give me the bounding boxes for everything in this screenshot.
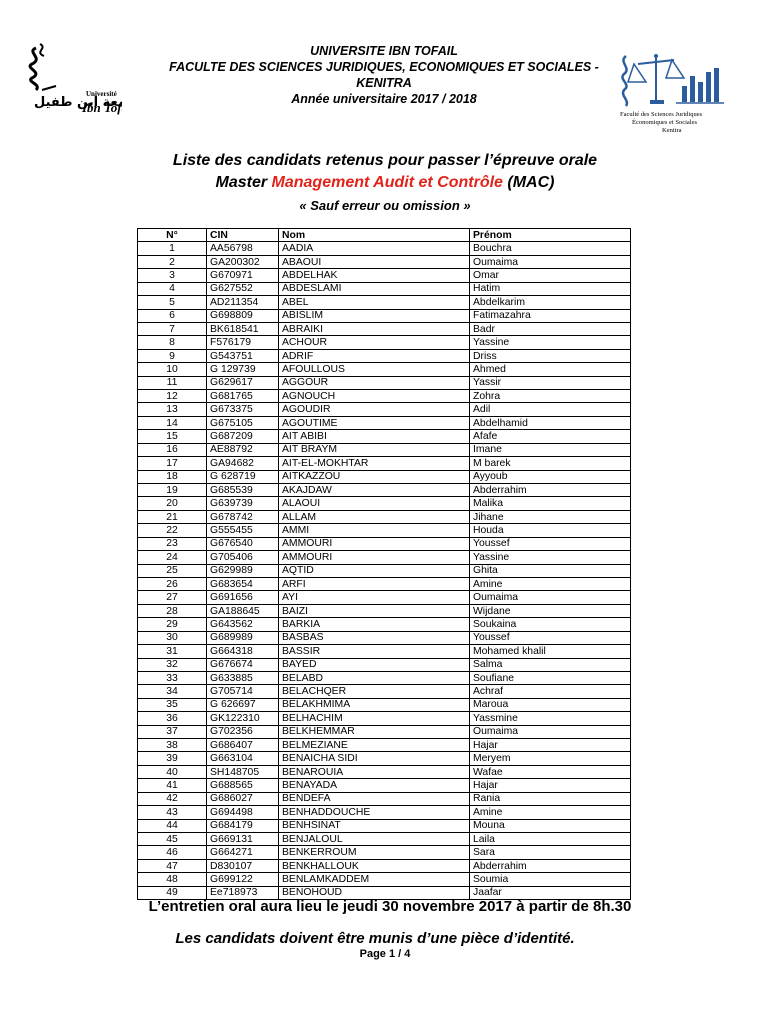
logo-arabic-text: عة ابن طفيل [34, 95, 118, 110]
cell-cin: G675105 [207, 416, 279, 429]
cell-cin: AA56798 [207, 242, 279, 255]
table-row [138, 671, 631, 684]
cell-number: 1 [138, 242, 207, 255]
cell-prenom: Ahmed [470, 363, 631, 376]
cell-prenom: Badr [470, 322, 631, 335]
table-row [138, 859, 631, 872]
faculty-name: FACULTE DES SCIENCES JURIDIQUES, ECONOMIQUES ET SOCIALES - KENITRA [169, 60, 599, 90]
svg-text:Ibn Tofail: Ibn Tof [82, 100, 122, 115]
cell-number: 26 [138, 577, 207, 590]
table-row [138, 577, 631, 590]
cell-number: 35 [138, 698, 207, 711]
cell-cin: G664318 [207, 645, 279, 658]
table-row [138, 269, 631, 282]
academic-year: Année universitaire 2017 / 2018 [291, 92, 477, 106]
cell-prenom: Soumia [470, 873, 631, 886]
faculty-logo [616, 46, 748, 136]
cell-nom: ABISLIM [279, 309, 470, 322]
cell-number: 44 [138, 819, 207, 832]
table-row [138, 416, 631, 429]
cell-prenom: Yassir [470, 376, 631, 389]
cell-number: 33 [138, 671, 207, 684]
cell-number: 31 [138, 645, 207, 658]
interview-date-note: L’entretien oral aura lieu le jeudi 30 novembre 2017 à partir de 8h.30 [148, 898, 632, 915]
table-row [138, 645, 631, 658]
cell-prenom: Achraf [470, 685, 631, 698]
cell-nom: BENAROUIA [279, 765, 470, 778]
cell-cin: AD211354 [207, 296, 279, 309]
cell-number: 28 [138, 604, 207, 617]
cell-number: 30 [138, 631, 207, 644]
cell-prenom: Bouchra [470, 242, 631, 255]
cell-nom: BENKHALLOUK [279, 859, 470, 872]
cell-prenom: Zohra [470, 390, 631, 403]
table-row [138, 390, 631, 403]
table-row [138, 376, 631, 389]
cell-prenom: Houda [470, 524, 631, 537]
cell-number: 4 [138, 282, 207, 295]
table-row [138, 765, 631, 778]
cell-nom: BENKERROUM [279, 846, 470, 859]
cell-nom: BENDEFA [279, 792, 470, 805]
cell-prenom: Maroua [470, 698, 631, 711]
cell-number: 11 [138, 376, 207, 389]
table-row [138, 604, 631, 617]
table-row [138, 497, 631, 510]
cell-prenom: Jihane [470, 510, 631, 523]
cell-cin: G629617 [207, 376, 279, 389]
cell-prenom: Sara [470, 846, 631, 859]
cell-prenom: Amine [470, 806, 631, 819]
cell-cin: G676540 [207, 537, 279, 550]
table-row [138, 685, 631, 698]
cell-number: 9 [138, 349, 207, 362]
column-header-number: N° [138, 229, 207, 242]
candidates-table [137, 228, 631, 900]
cell-prenom: Fatimazahra [470, 309, 631, 322]
cell-prenom: Mouna [470, 819, 631, 832]
cell-nom: BELABD [279, 671, 470, 684]
cell-number: 34 [138, 685, 207, 698]
cell-number: 25 [138, 564, 207, 577]
cell-cin: G684179 [207, 819, 279, 832]
table-row [138, 591, 631, 604]
cell-cin: G629989 [207, 564, 279, 577]
cell-prenom: Malika [470, 497, 631, 510]
cell-cin: G681765 [207, 390, 279, 403]
table-row [138, 363, 631, 376]
cell-nom: AGGOUR [279, 376, 470, 389]
cell-number: 7 [138, 322, 207, 335]
table-row [138, 430, 631, 443]
cell-nom: BELKHEMMAR [279, 725, 470, 738]
cell-nom: BELAKHMIMA [279, 698, 470, 711]
cell-prenom: Yassmine [470, 712, 631, 725]
cell-prenom: Ayyoub [470, 470, 631, 483]
cell-prenom: Abdelkarim [470, 296, 631, 309]
table-row [138, 282, 631, 295]
cell-cin: G686407 [207, 739, 279, 752]
cell-nom: AKAJDAW [279, 484, 470, 497]
cell-nom: AGOUDIR [279, 403, 470, 416]
cell-cin: GA188645 [207, 604, 279, 617]
cell-cin: G669131 [207, 832, 279, 845]
cell-cin: G664271 [207, 846, 279, 859]
cell-number: 49 [138, 886, 207, 899]
cell-nom: ACHOUR [279, 336, 470, 349]
cell-cin: G639739 [207, 497, 279, 510]
cell-number: 32 [138, 658, 207, 671]
cell-nom: AITKAZZOU [279, 470, 470, 483]
cell-cin: F576179 [207, 336, 279, 349]
cell-prenom: Hajar [470, 779, 631, 792]
cell-cin: G699122 [207, 873, 279, 886]
cell-number: 40 [138, 765, 207, 778]
cell-nom: AIT-EL-MOKHTAR [279, 457, 470, 470]
table-row [138, 618, 631, 631]
table-row [138, 255, 631, 268]
cell-prenom: Laila [470, 832, 631, 845]
cell-number: 16 [138, 443, 207, 456]
cell-prenom: Youssef [470, 537, 631, 550]
cell-nom: BELMEZIANE [279, 739, 470, 752]
cell-cin: G678742 [207, 510, 279, 523]
cell-nom: AFOULLOUS [279, 363, 470, 376]
cell-prenom: Soufiane [470, 671, 631, 684]
svg-text:Économiques et Sociales: Économiques et Sociales [632, 119, 697, 126]
cell-nom: BENHSINAT [279, 819, 470, 832]
column-header-cin: CIN [207, 229, 279, 242]
cell-prenom: Oumaima [470, 255, 631, 268]
table-row [138, 524, 631, 537]
cell-prenom: Abdelhamid [470, 416, 631, 429]
svg-text:Kenitra: Kenitra [662, 127, 682, 134]
cell-cin: G 628719 [207, 470, 279, 483]
cell-cin: D830107 [207, 859, 279, 872]
table-row [138, 322, 631, 335]
master-title: Master Management Audit et Contrôle (MAC) [215, 174, 555, 191]
cell-cin: G689989 [207, 631, 279, 644]
table-row [138, 551, 631, 564]
table-row [138, 806, 631, 819]
cell-prenom: Salma [470, 658, 631, 671]
table-row [138, 242, 631, 255]
cell-cin: G698809 [207, 309, 279, 322]
cell-nom: AYI [279, 591, 470, 604]
cell-cin: G686027 [207, 792, 279, 805]
table-row [138, 564, 631, 577]
cell-number: 27 [138, 591, 207, 604]
column-header-nom: Nom [279, 229, 470, 242]
cell-number: 14 [138, 416, 207, 429]
table-row [138, 537, 631, 550]
cell-cin: G683654 [207, 577, 279, 590]
cell-number: 21 [138, 510, 207, 523]
cell-number: 48 [138, 873, 207, 886]
cell-nom: BENOHOUD [279, 886, 470, 899]
cell-prenom: Hajar [470, 739, 631, 752]
cell-number: 37 [138, 725, 207, 738]
cell-cin: G633885 [207, 671, 279, 684]
cell-number: 19 [138, 484, 207, 497]
cell-cin: GA94682 [207, 457, 279, 470]
cell-cin: G643562 [207, 618, 279, 631]
cell-number: 18 [138, 470, 207, 483]
cell-cin: G694498 [207, 806, 279, 819]
cell-cin: AE88792 [207, 443, 279, 456]
cell-number: 22 [138, 524, 207, 537]
column-header-prenom: Prénom [470, 229, 631, 242]
cell-prenom: Wijdane [470, 604, 631, 617]
cell-prenom: Oumaima [470, 591, 631, 604]
table-row [138, 832, 631, 845]
cell-nom: ABDESLAMI [279, 282, 470, 295]
svg-text:Université: Université [86, 90, 117, 98]
table-row [138, 739, 631, 752]
table-row [138, 470, 631, 483]
cell-nom: ALAOUI [279, 497, 470, 510]
cell-nom: BELHACHIM [279, 712, 470, 725]
cell-nom: ADRIF [279, 349, 470, 362]
cell-cin: G670971 [207, 269, 279, 282]
cell-number: 46 [138, 846, 207, 859]
cell-number: 8 [138, 336, 207, 349]
cell-number: 41 [138, 779, 207, 792]
table-row [138, 873, 631, 886]
cell-prenom: Afafe [470, 430, 631, 443]
cell-cin: G 626697 [207, 698, 279, 711]
cell-cin: GK122310 [207, 712, 279, 725]
cell-nom: BENLAMKADDEM [279, 873, 470, 886]
table-row [138, 725, 631, 738]
cell-nom: ABDELHAK [279, 269, 470, 282]
cell-prenom: Abderrahim [470, 859, 631, 872]
cell-prenom: Jaafar [470, 886, 631, 899]
cell-cin: G687209 [207, 430, 279, 443]
cell-cin: G691656 [207, 591, 279, 604]
cell-cin: G627552 [207, 282, 279, 295]
cell-nom: ARFI [279, 577, 470, 590]
cell-cin: G685539 [207, 484, 279, 497]
id-requirement-note: Les candidats doivent être munis d’une pièce d’identité. [175, 930, 575, 947]
cell-number: 12 [138, 390, 207, 403]
cell-cin: G663104 [207, 752, 279, 765]
university-logo [22, 40, 122, 124]
cell-prenom: Rania [470, 792, 631, 805]
cell-cin: BK618541 [207, 322, 279, 335]
table-row [138, 510, 631, 523]
cell-nom: AMMOURI [279, 551, 470, 564]
cell-nom: BARKIA [279, 618, 470, 631]
cell-cin: G702356 [207, 725, 279, 738]
table-header-row [138, 229, 631, 242]
table-row [138, 846, 631, 859]
table-row [138, 792, 631, 805]
cell-cin: GA200302 [207, 255, 279, 268]
cell-cin: G676674 [207, 658, 279, 671]
cell-nom: BENHADDOUCHE [279, 806, 470, 819]
cell-cin: G705714 [207, 685, 279, 698]
cell-prenom: Amine [470, 577, 631, 590]
cell-nom: AADIA [279, 242, 470, 255]
cell-number: 36 [138, 712, 207, 725]
institution-header [150, 43, 618, 107]
cell-prenom: Ghita [470, 564, 631, 577]
cell-number: 2 [138, 255, 207, 268]
table-row [138, 712, 631, 725]
cell-prenom: Meryem [470, 752, 631, 765]
cell-cin: G555455 [207, 524, 279, 537]
cell-cin: G688565 [207, 779, 279, 792]
page-number: Page 1 / 4 [359, 948, 411, 960]
cell-number: 5 [138, 296, 207, 309]
cell-prenom: M barek [470, 457, 631, 470]
cell-number: 6 [138, 309, 207, 322]
table-body [138, 242, 631, 900]
cell-number: 3 [138, 269, 207, 282]
cell-number: 10 [138, 363, 207, 376]
cell-nom: BELACHQER [279, 685, 470, 698]
cell-nom: ABAOUI [279, 255, 470, 268]
cell-number: 47 [138, 859, 207, 872]
cell-nom: BAYED [279, 658, 470, 671]
cell-number: 39 [138, 752, 207, 765]
table-row [138, 443, 631, 456]
cell-number: 38 [138, 739, 207, 752]
cell-nom: BASSIR [279, 645, 470, 658]
list-title [140, 150, 630, 194]
cell-number: 17 [138, 457, 207, 470]
cell-nom: AMMI [279, 524, 470, 537]
cell-prenom: Imane [470, 443, 631, 456]
svg-text:Faculté des Sciences Juridique: Faculté des Sciences Juridiques [620, 111, 703, 118]
cell-nom: AGOUTIME [279, 416, 470, 429]
scales-bar-chart-logo-icon [616, 46, 748, 136]
cell-number: 23 [138, 537, 207, 550]
cell-cin: G 129739 [207, 363, 279, 376]
cell-prenom: Yassine [470, 336, 631, 349]
table-row [138, 752, 631, 765]
cell-prenom: Soukaina [470, 618, 631, 631]
cell-prenom: Mohamed khalil [470, 645, 631, 658]
cell-number: 43 [138, 806, 207, 819]
cell-prenom: Abderrahim [470, 484, 631, 497]
table-row [138, 819, 631, 832]
table-row [138, 309, 631, 322]
cell-nom: ABEL [279, 296, 470, 309]
table-row [138, 484, 631, 497]
cell-cin: SH148705 [207, 765, 279, 778]
cell-number: 24 [138, 551, 207, 564]
cell-prenom: Youssef [470, 631, 631, 644]
table-row [138, 457, 631, 470]
cell-prenom: Driss [470, 349, 631, 362]
cell-nom: BENAYADA [279, 779, 470, 792]
university-name: UNIVERSITE IBN TOFAIL [310, 44, 458, 58]
cell-cin: G705406 [207, 551, 279, 564]
cell-number: 29 [138, 618, 207, 631]
cell-cin: G673375 [207, 403, 279, 416]
cell-nom: AIT ABIBI [279, 430, 470, 443]
cell-cin: Ee718973 [207, 886, 279, 899]
cell-number: 13 [138, 403, 207, 416]
cell-nom: AIT BRAYM [279, 443, 470, 456]
cell-prenom: Yassine [470, 551, 631, 564]
cell-prenom: Wafae [470, 765, 631, 778]
cell-nom: AGNOUCH [279, 390, 470, 403]
cell-number: 45 [138, 832, 207, 845]
cell-nom: AQTID [279, 564, 470, 577]
list-title-line1: Liste des candidats retenus pour passer l’épreuve orale [172, 152, 598, 169]
cell-nom: BENAICHA SIDI [279, 752, 470, 765]
table-row [138, 296, 631, 309]
table-row [138, 336, 631, 349]
cell-nom: ALLAM [279, 510, 470, 523]
master-name: Management Audit et Contrôle [271, 174, 503, 191]
table-row [138, 698, 631, 711]
table-row [138, 349, 631, 362]
cell-prenom: Omar [470, 269, 631, 282]
cell-nom: ABRAIKI [279, 322, 470, 335]
cell-nom: BASBAS [279, 631, 470, 644]
cell-number: 20 [138, 497, 207, 510]
cell-prenom: Oumaima [470, 725, 631, 738]
cell-nom: BENJALOUL [279, 832, 470, 845]
cell-nom: BAIZI [279, 604, 470, 617]
cell-number: 15 [138, 430, 207, 443]
university-ibn-tofail-logo-icon [22, 40, 122, 124]
cell-prenom: Adil [470, 403, 631, 416]
table-row [138, 631, 631, 644]
table-row [138, 658, 631, 671]
cell-cin: G543751 [207, 349, 279, 362]
table-row [138, 403, 631, 416]
cell-prenom: Hatim [470, 282, 631, 295]
cell-number: 42 [138, 792, 207, 805]
disclaimer-note: « Sauf erreur ou omission » [299, 198, 471, 213]
table-row [138, 779, 631, 792]
cell-nom: AMMOURI [279, 537, 470, 550]
